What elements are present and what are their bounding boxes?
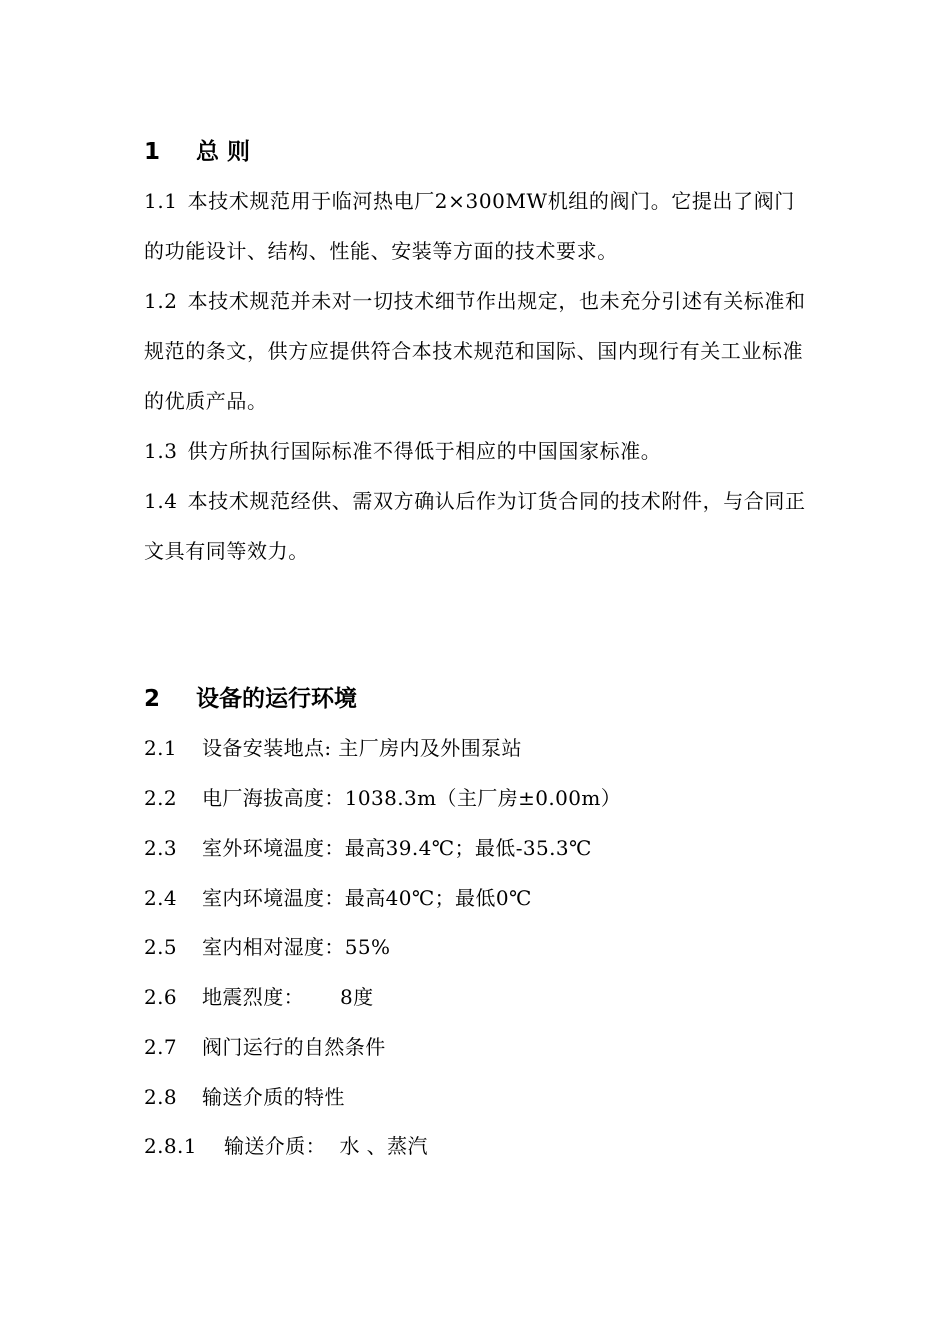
paragraph-1-4 <box>144 476 814 576</box>
section-2-heading <box>144 684 357 714</box>
item-number: 2.2 <box>144 786 178 810</box>
paragraph-number: 1.2 <box>144 289 178 313</box>
item-number: 2.3 <box>144 836 178 860</box>
item-2-8-1 <box>144 1131 428 1161</box>
item-2-1 <box>144 733 522 763</box>
paragraph-number: 1.1 <box>144 189 178 213</box>
item-2-5 <box>144 932 390 962</box>
paragraph-text: 本技术规范并未对一切技术细节作出规定，也未充分引述有关标准和规范的条文，供方应提供符合本技术规范和国际、国内现行有关工业标准的优质产品。 <box>144 289 806 413</box>
section-2-number: 2 <box>144 686 161 712</box>
item-value: 8度 <box>340 985 374 1009</box>
section-1-heading <box>144 137 250 167</box>
paragraph-text: 本技术规范经供、需双方确认后作为订货合同的技术附件，与合同正文具有同等效力。 <box>144 489 806 563</box>
item-2-2 <box>144 783 621 813</box>
item-label: 地震烈度： <box>202 985 304 1009</box>
section-2-title: 设备的运行环境 <box>196 686 357 712</box>
paragraph-text: 供方所执行国际标准不得低于相应的中国国家标准。 <box>187 439 662 463</box>
item-2-4 <box>144 883 532 913</box>
item-number: 2.5 <box>144 935 178 959</box>
item-text: 室内环境温度：最高40℃；最低0℃ <box>202 886 532 910</box>
paragraph-1-2 <box>144 276 814 426</box>
item-text: 室外环境温度：最高39.4℃；最低-35.3℃ <box>202 836 592 860</box>
paragraph-number: 1.4 <box>144 489 178 513</box>
paragraph-1-3 <box>144 426 814 476</box>
item-number: 2.1 <box>144 736 178 760</box>
paragraph-1-1 <box>144 176 814 276</box>
item-2-8 <box>144 1082 345 1112</box>
item-text: 设备安装地点: 主厂房内及外围泵站 <box>202 736 522 760</box>
item-text: 输送介质： 水 、蒸汽 <box>224 1134 428 1158</box>
section-1-number: 1 <box>144 139 161 165</box>
item-number: 2.8 <box>144 1085 178 1109</box>
item-text: 阀门运行的自然条件 <box>202 1035 386 1059</box>
paragraph-text: 本技术规范用于临河热电厂2×300MW机组的阀门。它提出了阀门的功能设计、结构、性能、安装等方面的技术要求。 <box>144 189 795 263</box>
item-2-7 <box>144 1032 386 1062</box>
paragraph-number: 1.3 <box>144 439 178 463</box>
item-number: 2.6 <box>144 985 178 1009</box>
item-number: 2.8.1 <box>144 1134 197 1158</box>
item-text: 输送介质的特性 <box>202 1085 345 1109</box>
section-1-title: 总 则 <box>196 139 251 165</box>
item-text: 室内相对湿度：55% <box>202 935 391 959</box>
item-number: 2.7 <box>144 1035 178 1059</box>
item-text: 电厂海拔高度：1038.3m（主厂房±0.00m） <box>202 786 622 810</box>
item-2-3 <box>144 833 592 863</box>
item-number: 2.4 <box>144 886 178 910</box>
item-2-6 <box>144 982 374 1012</box>
